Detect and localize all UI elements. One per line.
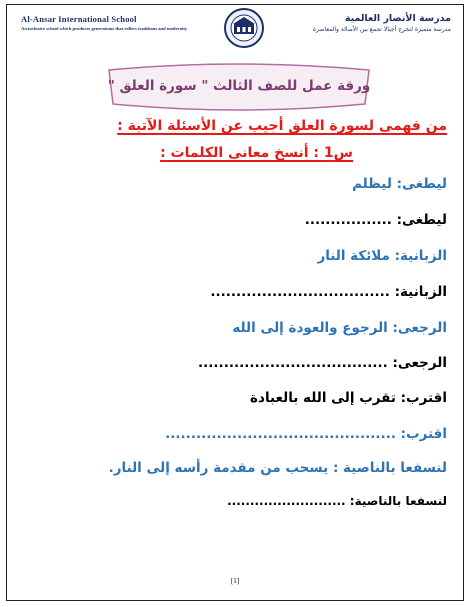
item-9: لنسفعا بالناصية : يسحب من مقدمة رأسه إلى النار. — [108, 460, 447, 476]
item-6: الرجعى: ..................................... — [198, 355, 447, 371]
school-motto-en: An inclusive school which produces generations that reflect traditions and modernity — [21, 26, 188, 31]
item-3: الزبانية: ملائكة النار — [317, 248, 447, 264]
item-2: ليطغى: ................. — [304, 212, 447, 228]
school-name-en: Al-Ansar International School — [21, 14, 137, 24]
item-5: الرجعى: الرجوع والعودة إلى الله — [232, 320, 447, 336]
question-heading: س1 : أنسخ معانى الكلمات : — [160, 145, 353, 161]
worksheet-title: ورقة عمل للصف الثالث " سورة العلق " — [107, 78, 371, 94]
item-10: لنسفعا بالناصية: .......................... — [227, 494, 447, 508]
school-logo — [221, 7, 267, 49]
worksheet-page — [6, 4, 464, 601]
item-1: ليطغى: ليظلم — [352, 176, 447, 192]
item-7: اقترب: تقرب إلى الله بالعبادة — [250, 390, 447, 406]
school-name-english — [21, 14, 188, 31]
school-name-ar: مدرسة الأنصار العالمية — [344, 13, 451, 24]
item-4: الزبانية: ................................... — [210, 284, 447, 300]
item-8: اقترب: ............................................. — [165, 426, 447, 442]
page-number: [1] — [230, 577, 240, 585]
school-motto-ar: مدرسة متميزة لتخرج أجيالا تجمع بين الأصالة والمعاصرة — [312, 26, 451, 33]
instruction-text: من فهمى لسورة العلق أجيب عن الأسئلة الآتية : — [117, 118, 447, 134]
school-name-arabic — [271, 13, 451, 33]
